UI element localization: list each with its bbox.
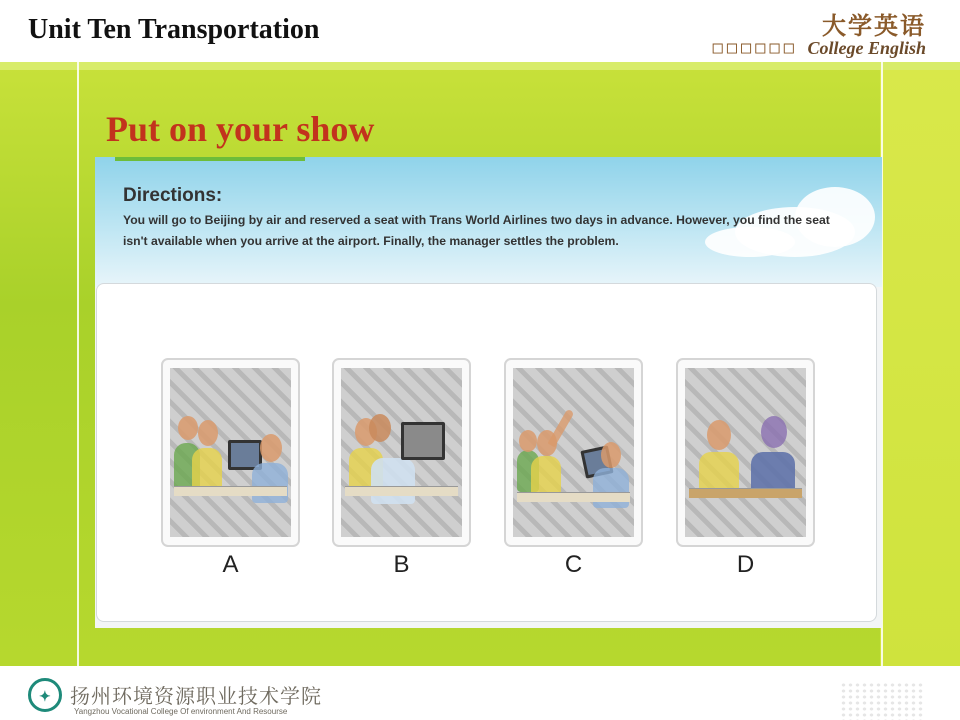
- person-head: [260, 434, 282, 462]
- person-figure: [531, 456, 561, 496]
- scene-b-image: [341, 368, 462, 537]
- person-figure: [699, 452, 739, 492]
- person-head: [707, 420, 731, 450]
- person-head: [178, 416, 198, 440]
- slide-top-band: [0, 62, 960, 70]
- activity-panel: [95, 157, 882, 628]
- computer-monitor: [401, 422, 445, 460]
- brand-placeholder-glyphs: □□□□□□: [712, 38, 798, 58]
- panel-top-accent: [115, 157, 305, 161]
- person-figure: [371, 458, 415, 504]
- person-head: [761, 416, 787, 448]
- footer-bar: [0, 666, 960, 720]
- slide-background-right: [880, 62, 960, 666]
- directions-heading: Directions:: [123, 185, 223, 206]
- choice-label-a: A: [222, 551, 239, 578]
- choice-label-d: D: [736, 551, 755, 578]
- divider-line-left: [77, 62, 79, 666]
- scene-c-image: [513, 368, 634, 537]
- person-head: [519, 430, 537, 452]
- counter-desk: [174, 486, 287, 496]
- choice-label-c: C: [564, 551, 583, 578]
- slide-title: Put on your show: [106, 109, 375, 149]
- raised-arm: [548, 409, 575, 448]
- dot-pattern-decoration: [840, 682, 924, 720]
- choice-card-a[interactable]: [161, 358, 300, 547]
- header-bar: [0, 0, 960, 62]
- college-name-chinese: 扬州环境资源职业技术学院: [70, 684, 322, 708]
- unit-title: Unit Ten Transportation: [28, 14, 320, 45]
- counter-desk: [517, 492, 630, 502]
- college-english-brand: [634, 4, 934, 60]
- scene-d-image: [685, 368, 806, 537]
- directions-text: You will go to Beijing by air and reserved a seat with Trans World Airlines two days in advance. However, you find the seat isn't available when you arrive at the airport. Finally, the manager settles the problem.: [123, 213, 830, 248]
- college-name-english: Yangzhou Vocational College Of environment And Resourse: [74, 707, 288, 716]
- person-figure: [593, 468, 629, 508]
- person-head: [369, 414, 391, 442]
- brand-chinese-text: 大学英语: [822, 12, 926, 40]
- choice-label-b: B: [393, 551, 410, 578]
- counter-desk: [345, 486, 458, 496]
- choice-card-c[interactable]: [504, 358, 643, 547]
- choice-card-b[interactable]: [332, 358, 471, 547]
- college-logo-icon: ✦: [28, 678, 62, 712]
- person-head: [601, 442, 621, 468]
- choice-card-d[interactable]: [676, 358, 815, 547]
- counter-desk: [689, 488, 802, 498]
- person-head: [198, 420, 218, 446]
- scene-a-image: [170, 368, 291, 537]
- brand-english-text: College English: [807, 38, 926, 58]
- person-figure: [252, 463, 288, 503]
